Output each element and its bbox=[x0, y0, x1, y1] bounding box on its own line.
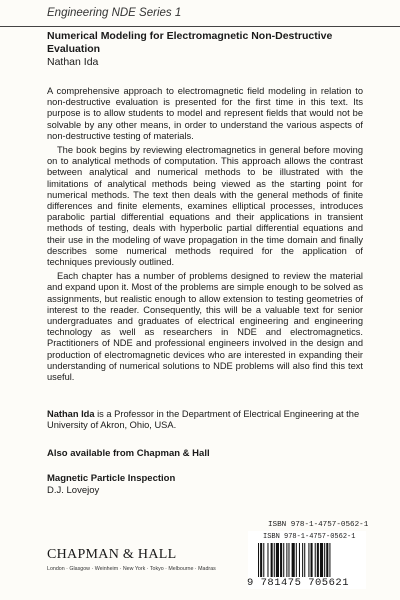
publisher-logo: CHAPMAN & HALL bbox=[47, 547, 177, 562]
related-book-author: D.J. Lovejoy bbox=[47, 485, 100, 496]
description-paragraph: The book begins by reviewing electromagnetics in general before moving on to analytical methods of computation. This approach allows the contrast between analytical and numerical methods to be illustrated with the limitations of analytical methods being viewed as the starting point for numerical methods. The text then deals with the general methods of finite differences and finite elements, examines elliptical processes, introduces parabolic partial differential equations and their applications in transient methods of testing, deals with hyperbolic partial differential equations and their use in the modeling of wave propagation in the time domain and finally describes some numerical methods required for the application of techniques previously outlined. bbox=[47, 145, 363, 268]
barcode-bar bbox=[326, 543, 328, 577]
series-label: Engineering NDE Series 1 bbox=[47, 7, 182, 19]
barcode-bar bbox=[299, 543, 300, 577]
barcode-bar bbox=[292, 543, 295, 577]
barcode-bar bbox=[258, 543, 259, 577]
description-paragraph: Each chapter has a number of problems designed to review the material and expand upon it. Most of the problems are simple enough to be solved as assignments, but realistic enough to allow extension to testing geometries of interest to the reader. Consequently, this will be a valuable text for senior undergraduates and graduates of electrical engineering and engineering technology as well as researchers in NDE and electromagnetics. Practitioners of NDE and professional engineers involved in the design and production of electromagnetic devices who are interested in expanding their understanding of numerical solutions to NDE problems will also find this text useful. bbox=[47, 271, 363, 383]
barcode-bar bbox=[304, 543, 305, 577]
book-title: Numerical Modeling for Electromagnetic Non-Destructive Evaluation bbox=[47, 30, 333, 55]
barcode-bar bbox=[260, 543, 262, 577]
barcode-digits: 9 781475 705621 bbox=[247, 577, 350, 589]
book-author: Nathan Ida bbox=[47, 56, 99, 68]
book-description bbox=[47, 86, 363, 386]
barcode-bar bbox=[267, 543, 268, 577]
barcode-bar bbox=[308, 543, 309, 577]
barcode-bar bbox=[296, 543, 297, 577]
related-book-title: Magnetic Particle Inspection bbox=[47, 473, 176, 484]
barcode-bar bbox=[329, 543, 330, 577]
barcode-bar bbox=[263, 543, 264, 577]
barcode-bar bbox=[317, 543, 319, 577]
barcode-bar bbox=[286, 543, 287, 577]
barcode-bar bbox=[280, 543, 282, 577]
barcode-bar bbox=[315, 543, 316, 577]
barcode-bar bbox=[271, 543, 273, 577]
publisher-cities: London · Glasgow · Weinheim · New York · Tokyo · Melbourne · Madras bbox=[47, 566, 216, 572]
barcode-icon bbox=[256, 543, 364, 577]
author-bio-name: Nathan Ida bbox=[47, 409, 95, 419]
barcode-bar bbox=[288, 543, 289, 577]
barcode-bar bbox=[276, 543, 279, 577]
barcode-bar bbox=[274, 543, 275, 577]
also-available-heading: Also available from Chapman & Hall bbox=[47, 448, 210, 459]
isbn-label: ISBN 978-1-4757-0562-1 bbox=[268, 521, 369, 529]
barcode-bar bbox=[320, 543, 323, 577]
author-bio-text: is a Professor in the Department of Electrical Engineering at the University of Akron, Ohio, USA. bbox=[47, 409, 360, 431]
isbn-small-label: ISBN 978-1-4757-0562-1 bbox=[263, 533, 356, 541]
description-paragraph: A comprehensive approach to electromagnetic field modeling in relation to non-destructive evaluation is presented for the first time in this text. Its purpose is to allow students to model and represent fields that would not be solvable by any other means, in order to understand the various aspects of non-destructive testing of materials. bbox=[47, 86, 363, 141]
author-bio bbox=[47, 409, 367, 431]
barcode-bar bbox=[324, 543, 325, 577]
barcode-bar bbox=[311, 543, 313, 577]
barcode-bar bbox=[302, 543, 303, 577]
barcode-bar bbox=[283, 543, 284, 577]
